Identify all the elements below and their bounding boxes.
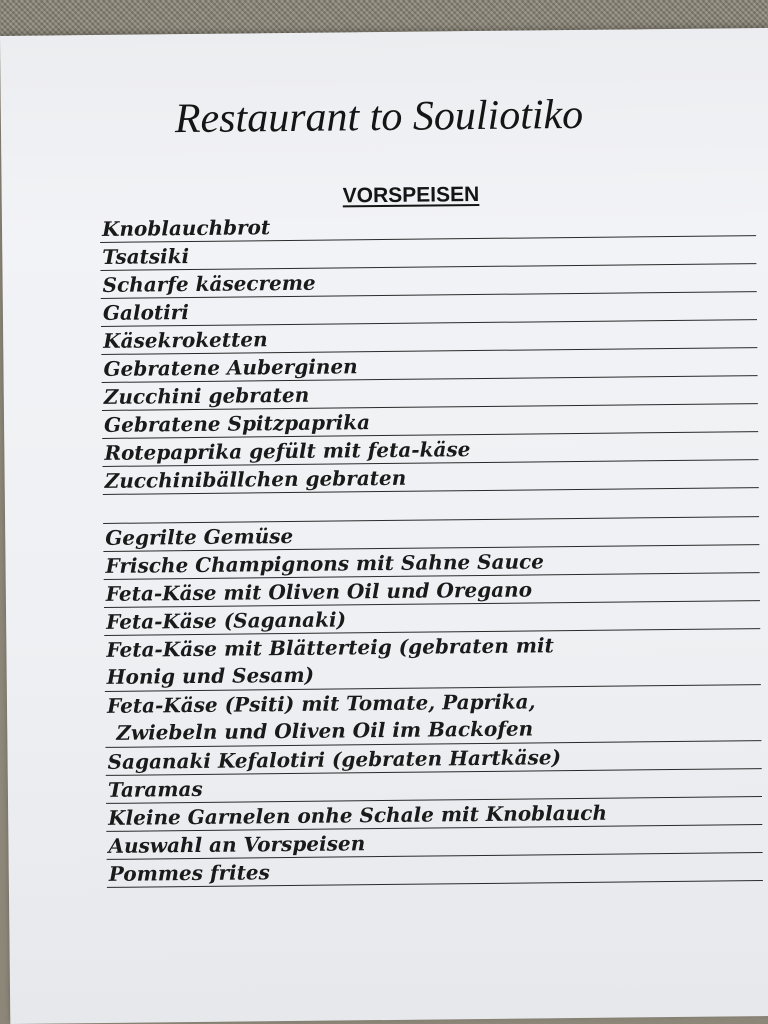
- menu-item: [105, 685, 762, 748]
- menu-item: [107, 853, 763, 888]
- menu-item-text: Käsekroketten: [103, 327, 268, 353]
- menu-item-text: Galotiri: [102, 300, 189, 325]
- menu-item-text: Gegrilte Gemüse: [105, 523, 294, 550]
- menu-sheet: [0, 28, 768, 1024]
- menu-item-text: Gebratene Spitzpaprika: [103, 410, 371, 437]
- menu-item-text: Feta-Käse mit Oliven Oil und Oregano: [105, 577, 533, 606]
- menu-item-text: Taramas: [107, 776, 203, 802]
- menu-item-text: Knoblauchbrot: [101, 215, 271, 241]
- menu-item-text: Kleine Garnelen onhe Schale mit Knoblauch: [108, 800, 608, 830]
- menu-item-text: Tsatsiki: [102, 244, 190, 269]
- menu-item-text: Auswahl an Vorspeisen: [108, 831, 366, 858]
- menu-item-list: [100, 208, 763, 888]
- menu-item-text: Zucchinibällchen gebraten: [104, 465, 407, 493]
- menu-item: [104, 629, 761, 692]
- menu-item-text: Feta-Käse (Saganaki): [106, 607, 347, 634]
- menu-item-text: Saganaki Kefalotiri (gebraten Hartkäse): [107, 745, 562, 774]
- menu-item-text: Feta-Käse mit Blätterteig (gebraten mit: [106, 633, 554, 662]
- menu-item-text: Scharfe käsecreme: [102, 270, 316, 297]
- restaurant-title: Restaurant to Souliotiko: [174, 91, 584, 143]
- menu-item-text: Frische Champignons mit Sahne Sauce: [105, 549, 545, 578]
- menu-item-text: Pommes frites: [108, 860, 270, 886]
- menu-item-text: Gebratene Auberginen: [103, 354, 358, 381]
- menu-item-text: Zucchini gebraten: [103, 382, 310, 409]
- menu-item-text-continued: Zwiebeln und Oliven Oil im Backofen: [116, 716, 534, 745]
- section-heading: VORSPEISEN: [342, 182, 480, 208]
- menu-item-text: Rotepaprika gefült mit feta-käse: [104, 437, 471, 465]
- menu-item-text-continued: Honig und Sesam): [106, 662, 315, 689]
- menu-item-text: Feta-Käse (Psiti) mit Tomate, Paprika,: [106, 689, 536, 718]
